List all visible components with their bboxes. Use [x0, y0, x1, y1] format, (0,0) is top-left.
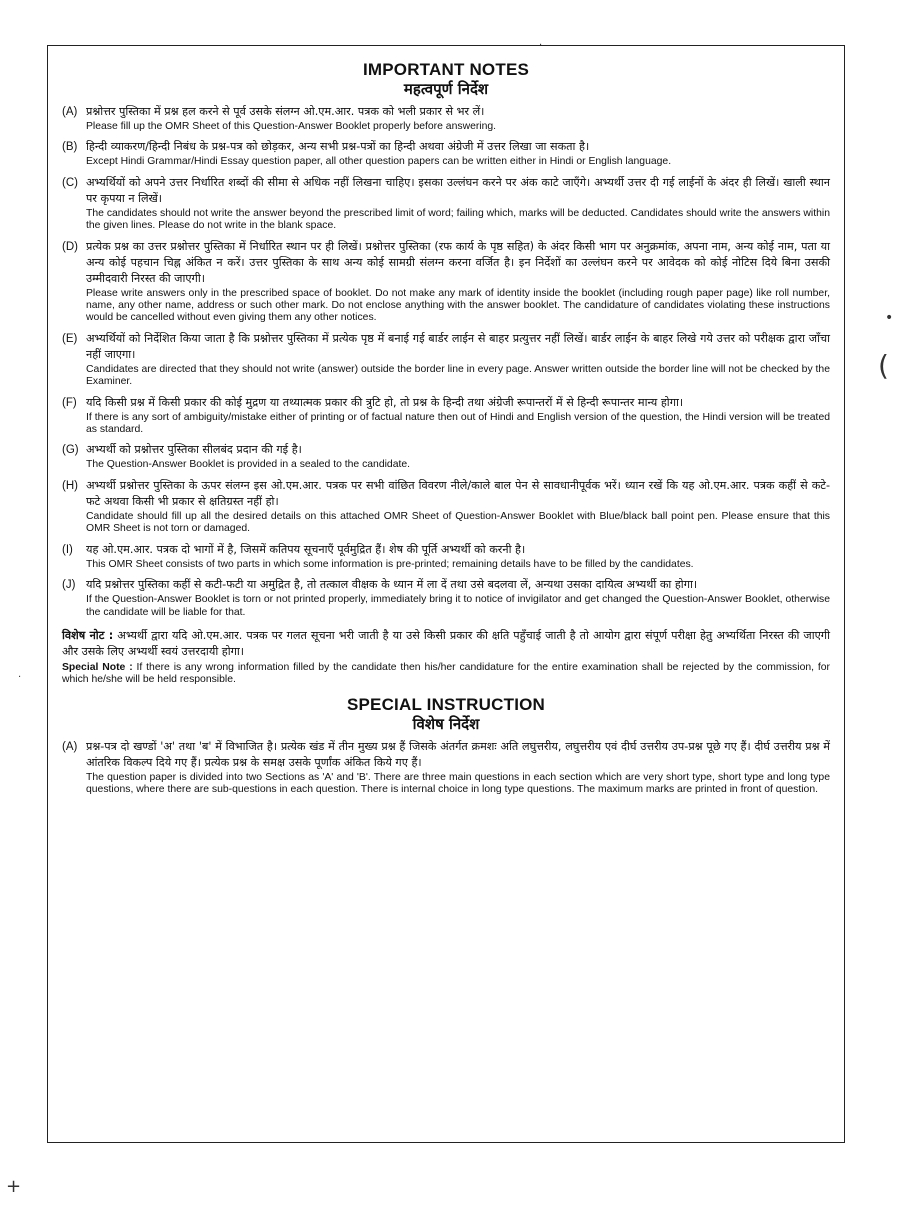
note-english: Except Hindi Grammar/Hindi Essay question paper, all other question papers can be written either in Hindi or English language.	[86, 156, 672, 168]
special-note	[62, 628, 830, 687]
note-item	[62, 331, 830, 389]
note-english: If there is any sort of ambiguity/mistake either of printing or of factual nature then out of Hindi and English version of the question, the Hindi version will be treated as standard.	[86, 411, 830, 436]
note-letter: (F)	[62, 396, 77, 409]
notes-frame	[47, 45, 845, 1143]
page-title: IMPORTANT NOTES	[362, 60, 530, 79]
note-item	[62, 175, 830, 233]
note-letter: (C)	[62, 176, 78, 189]
note-hindi: हिन्दी व्याकरण/हिन्दी निबंध के प्रश्न-पत्र को छोड़कर, अन्य सभी प्रश्न-पत्रों का हिन्दी अथवा अंग्रेजी में उत्तर लिखा जा सकता है।	[86, 140, 590, 154]
special-note-english: If there is any wrong information filled by the candidate then his/her candidature for the entire examination shall be rejected by the commission, for which he/she will be held responsible.	[62, 661, 830, 686]
special-note-english-label: Special Note :	[62, 661, 133, 673]
note-letter: (I)	[62, 543, 73, 556]
note-item	[62, 139, 830, 168]
note-english: The Question-Answer Booklet is provided in a sealed to the candidate.	[86, 459, 411, 471]
instruction-hindi: प्रश्न-पत्र दो खण्डों 'अ' तथा 'ब' में विभाजित है। प्रत्येक खंड में तीन मुख्य प्रश्न हैं जिसके अंतर्गत क्रमशः अति लघुत्तरीय, लघुत्तरीय एवं दीर्घ उत्तरीय उप-प्रश्न पूछे गए हैं। दीर्घ उत्तरीय प्रश्न में आंतरिक विकल्प दिये गए हैं। प्रत्येक प्रश्न के समक्ष उसके पूर्णांक अंकित किये गए हैं।	[86, 739, 830, 769]
instruction-letter: (A)	[62, 740, 78, 753]
note-hindi: प्रश्नोत्तर पुस्तिका में प्रश्न हल करने से पूर्व उसके संलग्न ओ.एम.आर. पत्रक को भली प्रकार से भर लें।	[86, 105, 485, 118]
note-item	[62, 442, 830, 471]
note-item	[62, 478, 830, 536]
note-item	[62, 104, 830, 133]
note-letter: (G)	[62, 444, 79, 457]
note-hindi: यह ओ.एम.आर. पत्रक दो भागों में है, जिसमें कतिपय सूचनाएँ पूर्वमुद्रित हैं। शेष की पूर्ति अभ्यर्थी को करनी है।	[86, 542, 526, 556]
special-instruction-title: SPECIAL INSTRUCTION	[346, 694, 546, 714]
note-hindi: यदि किसी प्रश्न में किसी प्रकार की कोई मुद्रण या तथ्यात्मक प्रकार की त्रुटि हो, तो प्रश्न के हिन्दी तथा अंग्रेजी रूपान्तरों में से हिन्दी रूपान्तर मान्य होगा।	[86, 395, 684, 409]
scan-mark-dot: ·	[18, 672, 22, 683]
scan-mark-bracket: (	[878, 349, 889, 382]
note-letter: (D)	[62, 240, 78, 253]
note-hindi: अभ्यर्थियों को अपने उत्तर निर्धारित शब्दों की सीमा से अधिक नहीं लिखना चाहिए। इसका उल्लंघन करने पर अंक काटे जाएँगे। अभ्यर्थी उत्तर दी गई लाईनों के अंदर ही लिखें। खाली स्थान पर कृपया न लिखें।	[86, 175, 830, 205]
note-item	[62, 577, 830, 619]
note-letter: (E)	[62, 332, 78, 345]
note-english: This OMR Sheet consists of two parts in which some information is pre-printed; remaining details have to be filled by the candidates.	[86, 558, 694, 570]
note-letter: (J)	[62, 579, 76, 592]
instruction-english: The question paper is divided into two Sections as 'A' and 'B'. There are three main questions in each section which are very short type, short type and long type questions, where there are sub-questions in each question. There is internal choice in long type questions. The maximum marks are printed in front of question.	[86, 771, 830, 796]
note-english: Candidates are directed that they should not write (answer) outside the border line in every page. Answer written outside the border line will not be checked by the Examiner.	[86, 363, 830, 388]
scan-mark-dot: ·	[539, 40, 543, 51]
note-english: Please write answers only in the prescribed space of booklet. Do not make any mark of identity inside the booklet (including rough paper page) like roll number, name, any other name, address or such other mark. Do not enclose anything with the answer booklet. The candidature of candidates violating these instructions would be cancelled without even giving them any other notices.	[86, 287, 830, 324]
instruction-item	[62, 739, 830, 797]
note-hindi: प्रत्येक प्रश्न का उत्तर प्रश्नोत्तर पुस्तिका में निर्धारित स्थान पर ही लिखें। प्रश्नोत्तर पुस्तिका (रफ कार्य के पृष्ठ सहित) के अंदर किसी भाग पर अनुक्रमांक, अपना नाम, अन्य कोई नाम, पता या अन्य कोई पहचान चिह्न अंकित न करें। उत्तर पुस्तिका के साथ अन्य कोई सामग्री संलग्न करना वर्जित है। इन निर्देशों का उल्लंघन करने पर आवेदक को कोई नोटिस दिये बिना उसकी उम्मीदवारी निरस्त की जाएगी।	[86, 239, 830, 285]
scan-mark-crosshair: +	[6, 1176, 22, 1197]
note-letter: (B)	[62, 141, 78, 154]
note-letter: (H)	[62, 479, 78, 492]
note-hindi: अभ्यर्थी को प्रश्नोत्तर पुस्तिका सीलबंद प्रदान की गई है।	[86, 443, 302, 457]
special-note-hindi: अभ्यर्थी द्वारा यदि ओ.एम.आर. पत्रक पर गलत सूचना भरी जाती है या उसे किसी प्रकार की क्षति पहुँचाई जाती है तो आयोग द्वारा संपूर्ण परीक्षा हेतु अभ्यर्थिता निरस्त की जाएगी और उसके लिए अभ्यर्थी स्वयं उत्तरदायी होगा।	[62, 628, 830, 658]
page-subtitle: महत्वपूर्ण निर्देश	[403, 80, 489, 98]
special-note-hindi-label: विशेष नोट :	[62, 628, 114, 642]
note-english: The candidates should not write the answer beyond the prescribed limit of word; failing which, marks will be deducted. Candidates should write the answers within the given lines. Please do not write in the blank space.	[86, 207, 830, 232]
note-english: Please fill up the OMR Sheet of this Question-Answer Booklet properly before answering.	[86, 121, 497, 132]
note-item	[62, 239, 830, 325]
special-instruction-subtitle: विशेष निर्देश	[412, 714, 480, 733]
note-item	[62, 542, 830, 571]
note-english: If the Question-Answer Booklet is torn or not printed properly, immediately bring it to notice of invigilator and get changed the Question-Answer Booklet, otherwise the candidate will be liable for that.	[86, 594, 830, 618]
note-hindi: यदि प्रश्नोत्तर पुस्तिका कहीं से कटी-फटी या अमुद्रित है, तो तत्काल वीक्षक के ध्यान में ला दें तथा उसे बदलवा लें, अन्यथा उसका दायित्व अभ्यर्थी का होगा।	[86, 578, 698, 592]
scan-mark-dot: •	[885, 310, 894, 326]
note-item	[62, 395, 830, 437]
note-letter: (A)	[62, 106, 78, 118]
note-english: Candidate should fill up all the desired details on this attached OMR Sheet of Question-Answer Booklet with Blue/black ball point pen. Please ensure that this OMR Sheet is not torn or damaged.	[86, 510, 830, 535]
note-hindi: अभ्यर्थियों को निर्देशित किया जाता है कि प्रश्नोत्तर पुस्तिका में प्रत्येक पृष्ठ में बनाई गई बार्डर लाईन से बाहर प्रत्युत्तर नहीं लिखें। बार्डर लाईन के बाहर लिखे गये उत्तर को परीक्षक द्वारा जाँचा नहीं जाएगा।	[86, 331, 830, 361]
note-hindi: अभ्यर्थी प्रश्नोत्तर पुस्तिका के ऊपर संलग्न इस ओ.एम.आर. पत्रक पर सभी वांछित विवरण नीले/काले बाल पेन से सावधानीपूर्वक भरें। ध्यान रखें कि यह ओ.एम.आर. पत्रक कहीं से कटे-फटे अथवा किसी भी प्रकार से क्षतिग्रस्त नहीं हो।	[86, 478, 830, 508]
